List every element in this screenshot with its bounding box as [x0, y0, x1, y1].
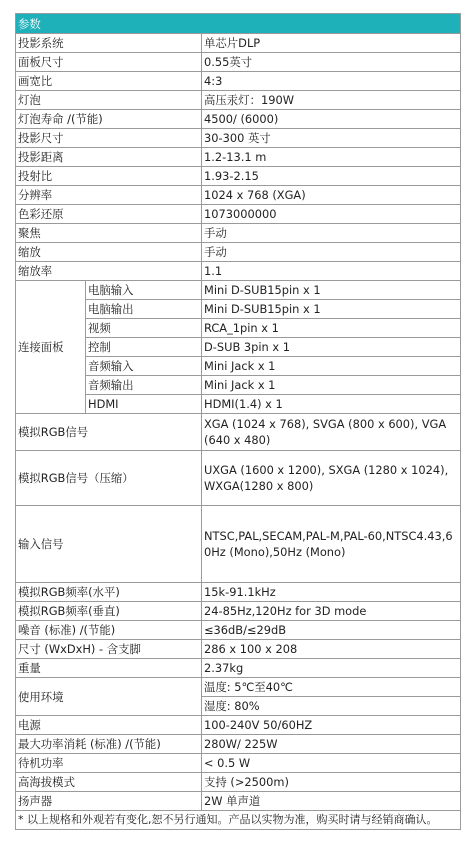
table-row	[16, 281, 461, 300]
table-row	[16, 186, 461, 205]
table-row	[16, 640, 461, 659]
footnote: * 以上规格和外观若有变化,恕不另行通知。产品以实物为准，购买时请与经销商确认。	[16, 811, 461, 830]
spec-value: 1.93-2.15	[202, 167, 461, 186]
spec-value: 0.55英寸	[202, 53, 461, 72]
spec-value: 4500/ (6000)	[202, 110, 461, 129]
table-row	[16, 110, 461, 129]
port-value: Mini D-SUB15pin x 1	[202, 300, 461, 319]
port-value: HDMI(1.4) x 1	[202, 395, 461, 414]
table-row	[16, 72, 461, 91]
spec-value: 280W/ 225W	[202, 735, 461, 754]
port-name: 音频输入	[86, 357, 202, 376]
spec-label: 色彩还原	[16, 205, 202, 224]
table-row	[16, 91, 461, 110]
spec-label: 聚焦	[16, 224, 202, 243]
spec-label: 缩放	[16, 243, 202, 262]
spec-value: 支持 (>2500m)	[202, 773, 461, 792]
spec-label: 面板尺寸	[16, 53, 202, 72]
port-name: 控制	[86, 338, 202, 357]
spec-label: 模拟RGB信号	[16, 414, 202, 451]
port-name: HDMI	[86, 395, 202, 414]
spec-value: 24-85Hz,120Hz for 3D mode	[202, 602, 461, 621]
port-value: Mini Jack x 1	[202, 357, 461, 376]
spec-value: 2.37kg	[202, 659, 461, 678]
spec-value: 1073000000	[202, 205, 461, 224]
table-row	[16, 243, 461, 262]
port-name: 电脑输出	[86, 300, 202, 319]
spec-label: 待机功率	[16, 754, 202, 773]
port-value: RCA_1pin x 1	[202, 319, 461, 338]
spec-value: < 0.5 W	[202, 754, 461, 773]
spec-value: 286 x 100 x 208	[202, 640, 461, 659]
table-row	[16, 621, 461, 640]
spec-label: 分辨率	[16, 186, 202, 205]
table-row	[16, 583, 461, 602]
spec-label: 投影距离	[16, 148, 202, 167]
table-row	[16, 262, 461, 281]
spec-label: 灯泡	[16, 91, 202, 110]
table-row	[16, 167, 461, 186]
spec-label: 模拟RGB频率(水平)	[16, 583, 202, 602]
spec-value: 2W 单声道	[202, 792, 461, 811]
table-header-row	[16, 14, 461, 34]
spec-label: 电源	[16, 716, 202, 735]
table-row	[16, 811, 461, 830]
spec-label: 画宽比	[16, 72, 202, 91]
spec-label: 模拟RGB信号（压缩）	[16, 451, 202, 506]
table-row	[16, 506, 461, 583]
spec-table-body	[16, 14, 461, 830]
spec-value: 单芯片DLP	[202, 34, 461, 53]
port-value: Mini D-SUB15pin x 1	[202, 281, 461, 300]
spec-value: NTSC,PAL,SECAM,PAL-M,PAL-60,NTSC4.43,60Hz (Mono),50Hz (Mono)	[202, 506, 461, 583]
table-row	[16, 414, 461, 451]
table-row	[16, 773, 461, 792]
port-name: 视频	[86, 319, 202, 338]
table-row	[16, 148, 461, 167]
port-value: Mini Jack x 1	[202, 376, 461, 395]
environment-value: 湿度: 80%	[202, 697, 461, 716]
spec-label: 缩放率	[16, 262, 202, 281]
spec-value: 100-240V 50/60HZ	[202, 716, 461, 735]
port-name: 音频输出	[86, 376, 202, 395]
connect-panel-label: 连接面板	[16, 281, 86, 414]
spec-label: 投影尺寸	[16, 129, 202, 148]
table-row	[16, 224, 461, 243]
table-row	[16, 659, 461, 678]
table-row	[16, 735, 461, 754]
spec-value: 手动	[202, 224, 461, 243]
environment-label: 使用环境	[16, 678, 202, 716]
spec-label: 高海拔模式	[16, 773, 202, 792]
spec-value: UXGA (1600 x 1200), SXGA (1280 x 1024),WXGA(1280 x 800)	[202, 451, 461, 506]
spec-label: 重量	[16, 659, 202, 678]
spec-value: 高压汞灯：190W	[202, 91, 461, 110]
spec-value: 4:3	[202, 72, 461, 91]
table-header: 参数	[16, 14, 461, 34]
environment-value: 温度: 5℃至40℃	[202, 678, 461, 697]
spec-label: 灯泡寿命 /(节能)	[16, 110, 202, 129]
spec-label: 噪音 (标准) /(节能)	[16, 621, 202, 640]
spec-value: XGA (1024 x 768), SVGA (800 x 600), VGA (640 x 480)	[202, 414, 461, 451]
table-row	[16, 129, 461, 148]
spec-value: ≤36dB/≤29dB	[202, 621, 461, 640]
table-row	[16, 678, 461, 697]
table-row	[16, 205, 461, 224]
spec-table	[15, 13, 461, 830]
spec-value: 15k-91.1kHz	[202, 583, 461, 602]
spec-label: 最大功率消耗 (标准) /(节能)	[16, 735, 202, 754]
table-row	[16, 53, 461, 72]
table-row	[16, 602, 461, 621]
table-row	[16, 716, 461, 735]
port-name: 电脑输入	[86, 281, 202, 300]
table-row	[16, 34, 461, 53]
spec-value: 1.1	[202, 262, 461, 281]
spec-label: 尺寸 (WxDxH) - 含支脚	[16, 640, 202, 659]
spec-value: 1024 x 768 (XGA)	[202, 186, 461, 205]
spec-label: 投射比	[16, 167, 202, 186]
spec-value: 30-300 英寸	[202, 129, 461, 148]
table-row	[16, 451, 461, 506]
table-row	[16, 754, 461, 773]
spec-label: 扬声器	[16, 792, 202, 811]
spec-label: 投影系统	[16, 34, 202, 53]
spec-value: 1.2-13.1 m	[202, 148, 461, 167]
spec-value: 手动	[202, 243, 461, 262]
spec-label: 模拟RGB频率(垂直)	[16, 602, 202, 621]
table-row	[16, 792, 461, 811]
spec-label: 输入信号	[16, 506, 202, 583]
port-value: D-SUB 3pin x 1	[202, 338, 461, 357]
